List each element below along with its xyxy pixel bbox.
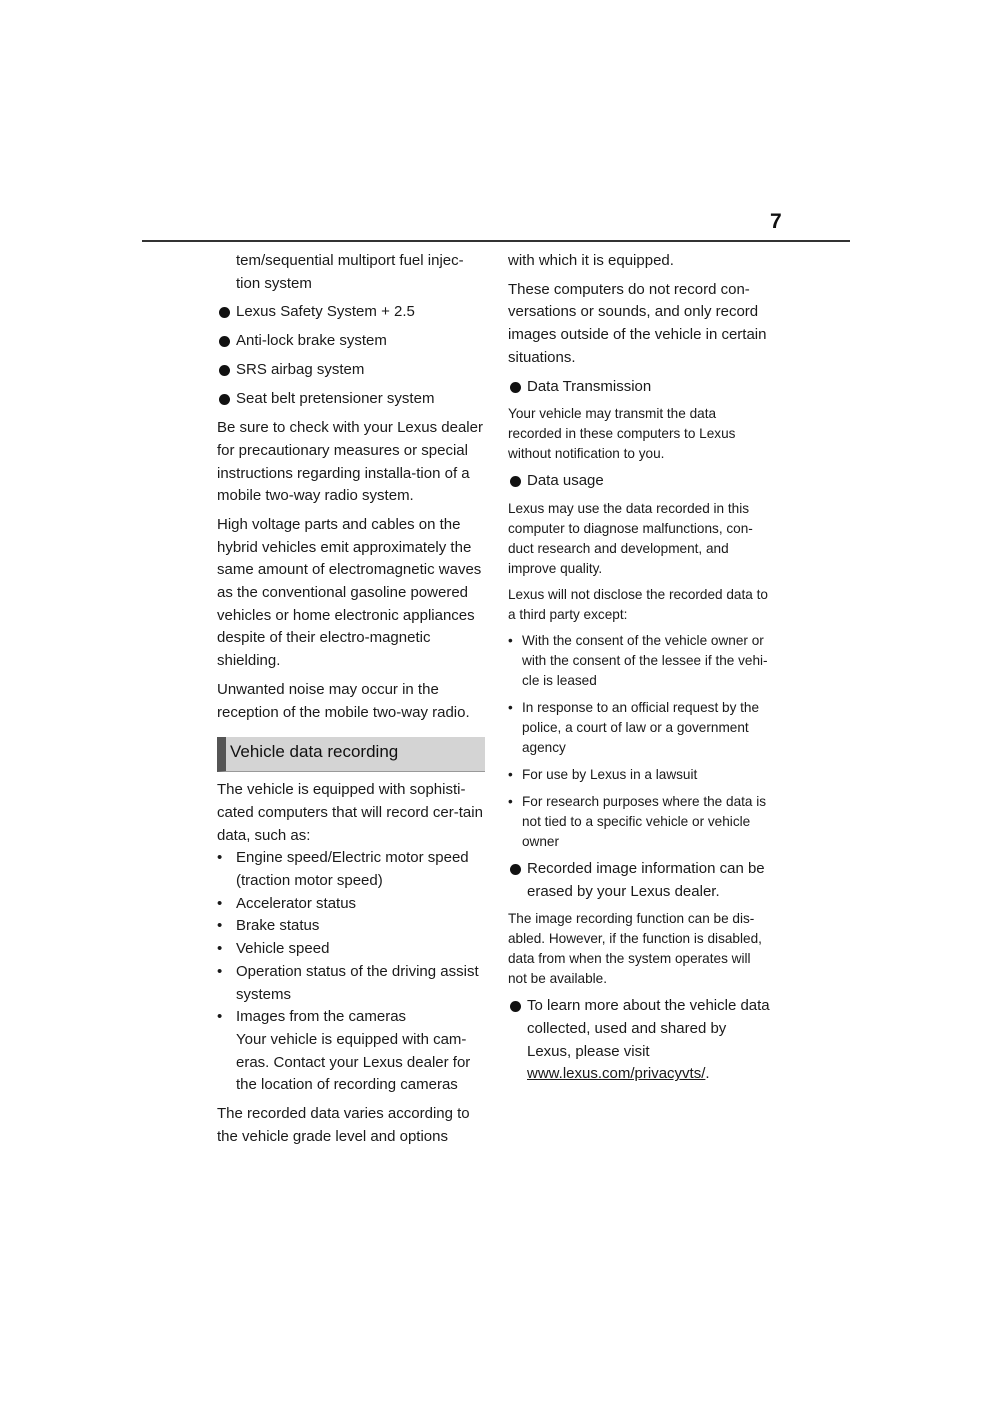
bullet-point-icon: • [217,962,223,980]
list-item-text: For research purposes where the data is not tied to a specific vehicle or vehicle owner [522,793,767,849]
vehicle-data-intro: The vehicle is equipped with sophisti-cated computers that will record cer-tain data, such as: [217,781,483,844]
bullet-dot-icon [219,336,230,347]
high-voltage-paragraph: High voltage parts and cables on the hybrid vehicles emit approximately the same amount of electromagnetic waves as the conventional gasoline powered vehicles or home electronic appliances despite of their electro-magnetic shielding. [217,515,482,670]
bullet-point-icon: • [217,917,223,935]
list-item-text: Operation status of the driving assist systems [236,962,479,1003]
list-item-text: Brake status [236,917,320,935]
left-column [217,250,485,1149]
usage-text-2: Lexus will not disclose the recorded data to a third party except: [508,586,768,622]
page-number: 7 [770,210,782,233]
list-item [217,915,485,938]
bullet-text: To learn more about the vehicle data collected, used and shared by Lexus, please visit [527,997,770,1060]
computers-paragraph: These computers do not record con-versations or sounds, and only record images outside of the vehicle in certain situations. [508,280,767,366]
bullet-text: Data Transmission [527,377,652,395]
exception-list [508,631,770,852]
learn-more-bullet [508,995,770,1086]
data-usage-bullet [508,470,770,493]
section-heading [217,737,485,772]
bullet-dot-icon [510,1001,521,1012]
bullet-item [217,330,485,353]
list-item [217,961,485,1006]
header-rule [142,240,850,242]
continued-line-2: tion system [236,274,312,292]
bullet-point-icon: • [508,793,513,809]
bullet-dot-icon [510,382,521,393]
bullet-point-icon: • [217,849,223,867]
bullet-dot-icon [219,394,230,405]
bullet-text: Lexus Safety System + 2.5 [236,303,415,321]
list-item-text: Images from the cameras [236,1008,407,1026]
list-item [217,893,485,916]
continued-text-right: with which it is equipped. [508,252,674,269]
list-item-text: With the consent of the vehicle owner or with the consent of the lessee if the vehi-cle is leased [522,632,768,688]
bullet-item [217,388,485,411]
bullet-item [217,359,485,382]
bullet-point-icon: • [508,699,513,715]
list-item [217,1006,485,1029]
recorded-data-varies-paragraph: The recorded data varies according to the vehicle grade level and options [217,1105,470,1145]
usage-text-1: Lexus may use the data recorded in this computer to diagnose malfunctions, con-duct research and development, and improve quality. [508,500,753,576]
section-title: Vehicle data recording [230,742,399,762]
camera-note: Your vehicle is equipped with cam-eras. Contact your Lexus dealer for the location of recording cameras [236,1030,471,1094]
bullet-item [217,301,485,324]
list-item-text: In response to an official request by the police, a court of law or a government agency [522,699,760,755]
list-item [508,765,770,785]
bullet-dot-icon [510,476,521,487]
radio-installation-paragraph: Be sure to check with your Lexus dealer for precautionary measures or special instructions regarding installa-tion of a mobile two-way radio system. [217,419,483,505]
list-item-text: For use by Lexus in a lawsuit [522,766,698,782]
bullet-point-icon: • [217,894,223,912]
privacy-link[interactable]: www.lexus.com/privacyvts/ [527,1065,706,1083]
bullet-dot-icon [219,307,230,318]
list-item [217,938,485,961]
data-transmission-bullet [508,376,770,399]
list-item-text: Vehicle speed [236,940,330,958]
recorded-image-bullet [508,858,770,903]
list-item [508,631,770,691]
bullet-point-icon: • [508,766,513,782]
link-suffix: . [705,1065,710,1083]
image-recording-text: The image recording function can be dis-abled. However, if the function is disabled, data from when the system operates will not be available. [508,911,762,987]
continued-text [217,250,476,295]
list-item-text: Engine speed/Electric motor speed (traction motor speed) [236,849,469,890]
bullet-dot-icon [219,365,230,376]
bullet-text: Data usage [527,472,604,490]
list-item [508,698,770,758]
bullet-dot-icon [510,864,521,875]
recorded-data-list [217,847,485,1097]
list-item-text: Accelerator status [236,894,357,912]
unwanted-noise-paragraph: Unwanted noise may occur in the reception of the mobile two-way radio. [217,680,470,721]
bullet-point-icon: • [217,940,223,958]
list-item [217,847,485,892]
list-item [508,792,770,852]
bullet-text: Recorded image information can be erased by your Lexus dealer. [527,859,765,900]
system-bullet-list [217,301,485,411]
right-column [508,250,770,1086]
bullet-text: SRS airbag system [236,361,365,379]
transmission-text: Your vehicle may transmit the data recorded in these computers to Lexus without notification to you. [508,406,736,462]
bullet-text: Seat belt pretensioner system [236,390,435,408]
bullet-point-icon: • [508,632,513,648]
continued-line-1: tem/sequential multiport fuel injec- [236,252,464,269]
bullet-point-icon: • [217,1008,223,1026]
bullet-text: Anti-lock brake system [236,332,387,350]
